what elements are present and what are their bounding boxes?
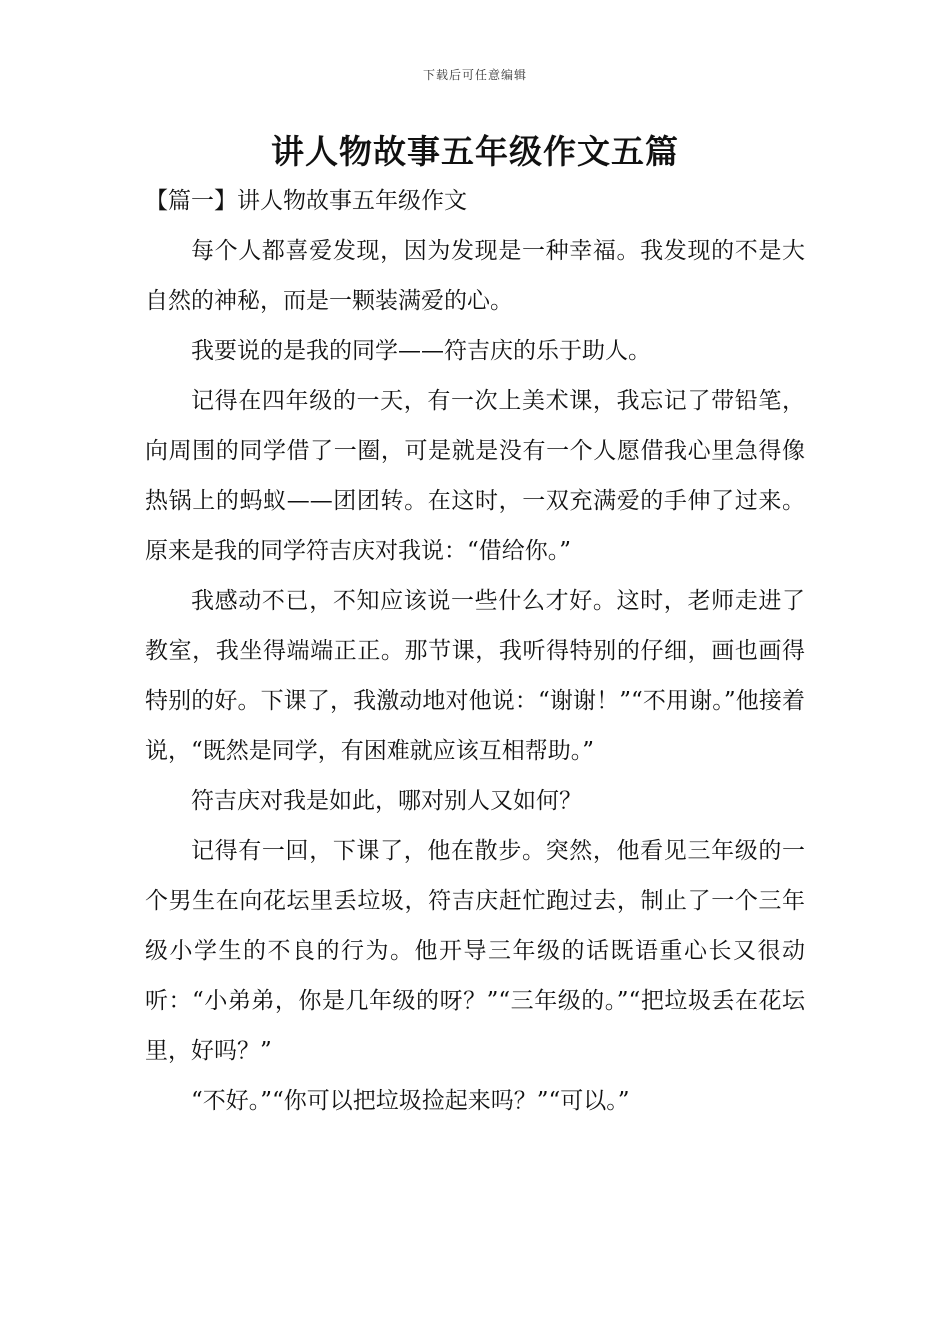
paragraph: 每个人都喜爱发现，因为发现是一种幸福。我发现的不是大自然的神秘，而是一颗装满爱的心。 xyxy=(145,238,805,314)
paragraph: 我要说的是我的同学——符吉庆的乐于助人。 xyxy=(191,338,651,364)
header-note: 下载后可任意编辑 xyxy=(422,68,527,82)
paragraph: 我感动不已，不知应该说一些什么才好。这时，老师走进了教室，我坐得端端正正。那节课，我听得特别的仔细，画也画得特别的好。下课了，我激动地对他说：“谢谢！”“不用谢。”他接着说，“既然是同学，有困难就应该互相帮助。” xyxy=(145,588,805,764)
section-heading: 【篇一】讲人物故事五年级作文 xyxy=(145,188,467,214)
paragraph: 记得有一回，下课了，他在散步。突然，他看见三年级的一个男生在向花坛里丢垃圾，符吉庆赶忙跑过去，制止了一个三年级小学生的不良的行为。他开导三年级的话既语重心长又很动听：“小弟弟，你是几年级的呀？”“三年级的。”“把垃圾丢在花坛里，好吗？” xyxy=(145,838,805,1064)
document-title: 讲人物故事五年级作文五篇 xyxy=(271,132,679,171)
paragraph: 符吉庆对我是如此，哪对别人又如何？ xyxy=(191,788,582,814)
paragraph: “不好。”“你可以把垃圾捡起来吗？”“可以。” xyxy=(191,1088,630,1114)
body-text xyxy=(145,226,805,1126)
paragraph: 记得在四年级的一天，有一次上美术课，我忘记了带铅笔，向周围的同学借了一圈，可是就是没有一个人愿借我心里急得像热锅上的蚂蚁——团团转。在这时，一双充满爱的手伸了过来。原来是我的同学符吉庆对我说：“借给你。” xyxy=(145,388,805,564)
